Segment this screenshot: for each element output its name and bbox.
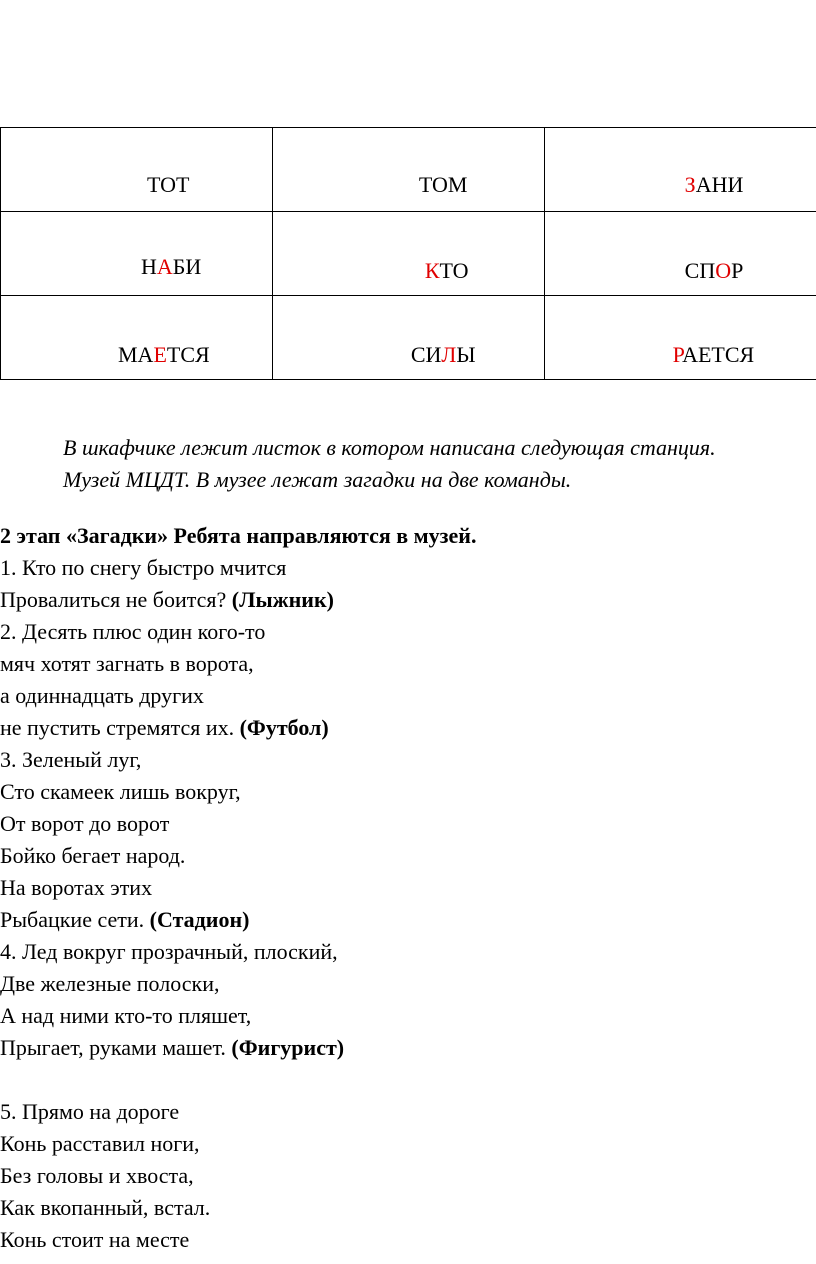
riddle-text: 2. Десять плюс один кого-то <box>0 619 266 644</box>
word-part: Ы <box>456 342 476 367</box>
riddle-text: 5. Прямо на дороге <box>0 1099 180 1124</box>
riddle-line <box>0 1032 816 1064</box>
word-part: ТОТ <box>147 172 190 197</box>
riddle-text: 1. Кто по снегу быстро мчится <box>0 555 287 580</box>
highlighted-letter: Л <box>441 342 457 367</box>
riddle-line <box>0 648 816 680</box>
highlighted-letter: О <box>715 258 732 283</box>
riddle-line <box>0 1128 816 1160</box>
intro-line: Музей МЦДТ. В музее лежат загадки на две команды. <box>63 467 572 492</box>
intro-line: В шкафчике лежит листок в котором написана следующая станция. <box>63 435 716 460</box>
riddle-line <box>0 1192 816 1224</box>
riddle-answer: (Стадион) <box>149 907 250 932</box>
riddle-line <box>0 936 816 968</box>
table-row <box>1 296 816 380</box>
riddle-line <box>0 968 816 1000</box>
riddle-list <box>0 552 816 1256</box>
table-cell <box>544 296 816 380</box>
table-cell <box>272 128 544 212</box>
table-cell <box>544 128 816 212</box>
word-part: ТОМ <box>418 172 468 197</box>
riddle-text: На воротах этих <box>0 875 153 900</box>
riddle-text: 4. Лед вокруг прозрачный, плоский, <box>0 939 338 964</box>
riddle-text: Прыгает, руками машет. <box>0 1035 226 1060</box>
word-part: Н <box>141 254 157 279</box>
riddle-line <box>0 1000 816 1032</box>
riddle-line <box>0 744 816 776</box>
riddle-text: мяч хотят загнать в ворота, <box>0 651 254 676</box>
riddle-text: А над ними кто-то пляшет, <box>0 1003 252 1028</box>
highlighted-letter: Р <box>672 342 683 367</box>
word-part: АЕТСЯ <box>682 342 755 367</box>
riddle-line <box>0 1096 816 1128</box>
cell-word <box>147 172 189 198</box>
word-part: АНИ <box>695 172 744 197</box>
riddle-text: а одиннадцать других <box>0 683 204 708</box>
word-part: СП <box>684 258 716 283</box>
riddle-text: Две железные полоски, <box>0 971 220 996</box>
riddle-line <box>0 904 816 936</box>
riddle-text: Бойко бегает народ. <box>0 843 186 868</box>
letter-table <box>0 127 816 380</box>
highlighted-letter: К <box>424 258 440 283</box>
cell-word <box>411 342 476 368</box>
riddle-line <box>0 616 816 648</box>
riddle-line <box>0 552 816 584</box>
cell-word <box>685 172 744 198</box>
riddle-line <box>0 776 816 808</box>
cell-word <box>141 254 201 280</box>
table-cell <box>1 128 273 212</box>
table-cell <box>272 296 544 380</box>
table-row <box>1 128 816 212</box>
word-part: БИ <box>172 254 202 279</box>
cell-word <box>419 172 468 198</box>
highlighted-letter: З <box>684 172 696 197</box>
riddle-text: От ворот до ворот <box>0 811 170 836</box>
riddle-answer: (Фигурист) <box>231 1035 345 1060</box>
table-cell <box>272 212 544 296</box>
riddle-line <box>0 584 816 616</box>
riddle-text: 3. Зеленый луг, <box>0 747 142 772</box>
cell-word <box>673 342 755 368</box>
riddle-text: Как вкопанный, встал. <box>0 1195 211 1220</box>
word-part: ТСЯ <box>166 342 210 367</box>
riddle-text: Без головы и хвоста, <box>0 1163 194 1188</box>
table-cell <box>1 296 273 380</box>
riddle-line <box>0 840 816 872</box>
highlighted-letter: Е <box>153 342 167 367</box>
riddle-text: Сто скамеек лишь вокруг, <box>0 779 241 804</box>
riddles-section <box>0 520 816 1256</box>
riddle-answer: (Футбол) <box>239 715 329 740</box>
riddle-line <box>0 712 816 744</box>
cell-word <box>118 342 210 368</box>
riddle-line <box>0 680 816 712</box>
table-row <box>1 212 816 296</box>
riddle-text: Провалиться не боится? <box>0 587 227 612</box>
stage-heading: 2 этап «Загадки» Ребята направляются в музей. <box>0 523 477 548</box>
riddle-text: Рыбацкие сети. <box>0 907 145 932</box>
riddle-text: Конь расставил ноги, <box>0 1131 200 1156</box>
word-part: ТО <box>439 258 469 283</box>
riddle-answer: (Лыжник) <box>231 587 334 612</box>
intro-text <box>63 432 803 496</box>
highlighted-letter: А <box>156 254 173 279</box>
table-cell <box>544 212 816 296</box>
riddle-text: не пустить стремятся их. <box>0 715 235 740</box>
riddle-line <box>0 1160 816 1192</box>
riddle-line <box>0 872 816 904</box>
spacer <box>0 1064 816 1096</box>
riddle-text: Конь стоит на месте <box>0 1227 190 1252</box>
word-part: МА <box>118 342 154 367</box>
table-cell <box>1 212 273 296</box>
cell-word <box>685 258 744 284</box>
word-part: Р <box>731 258 744 283</box>
riddle-line <box>0 808 816 840</box>
word-part: СИ <box>410 342 442 367</box>
cell-word <box>425 258 469 284</box>
riddle-line <box>0 1224 816 1256</box>
